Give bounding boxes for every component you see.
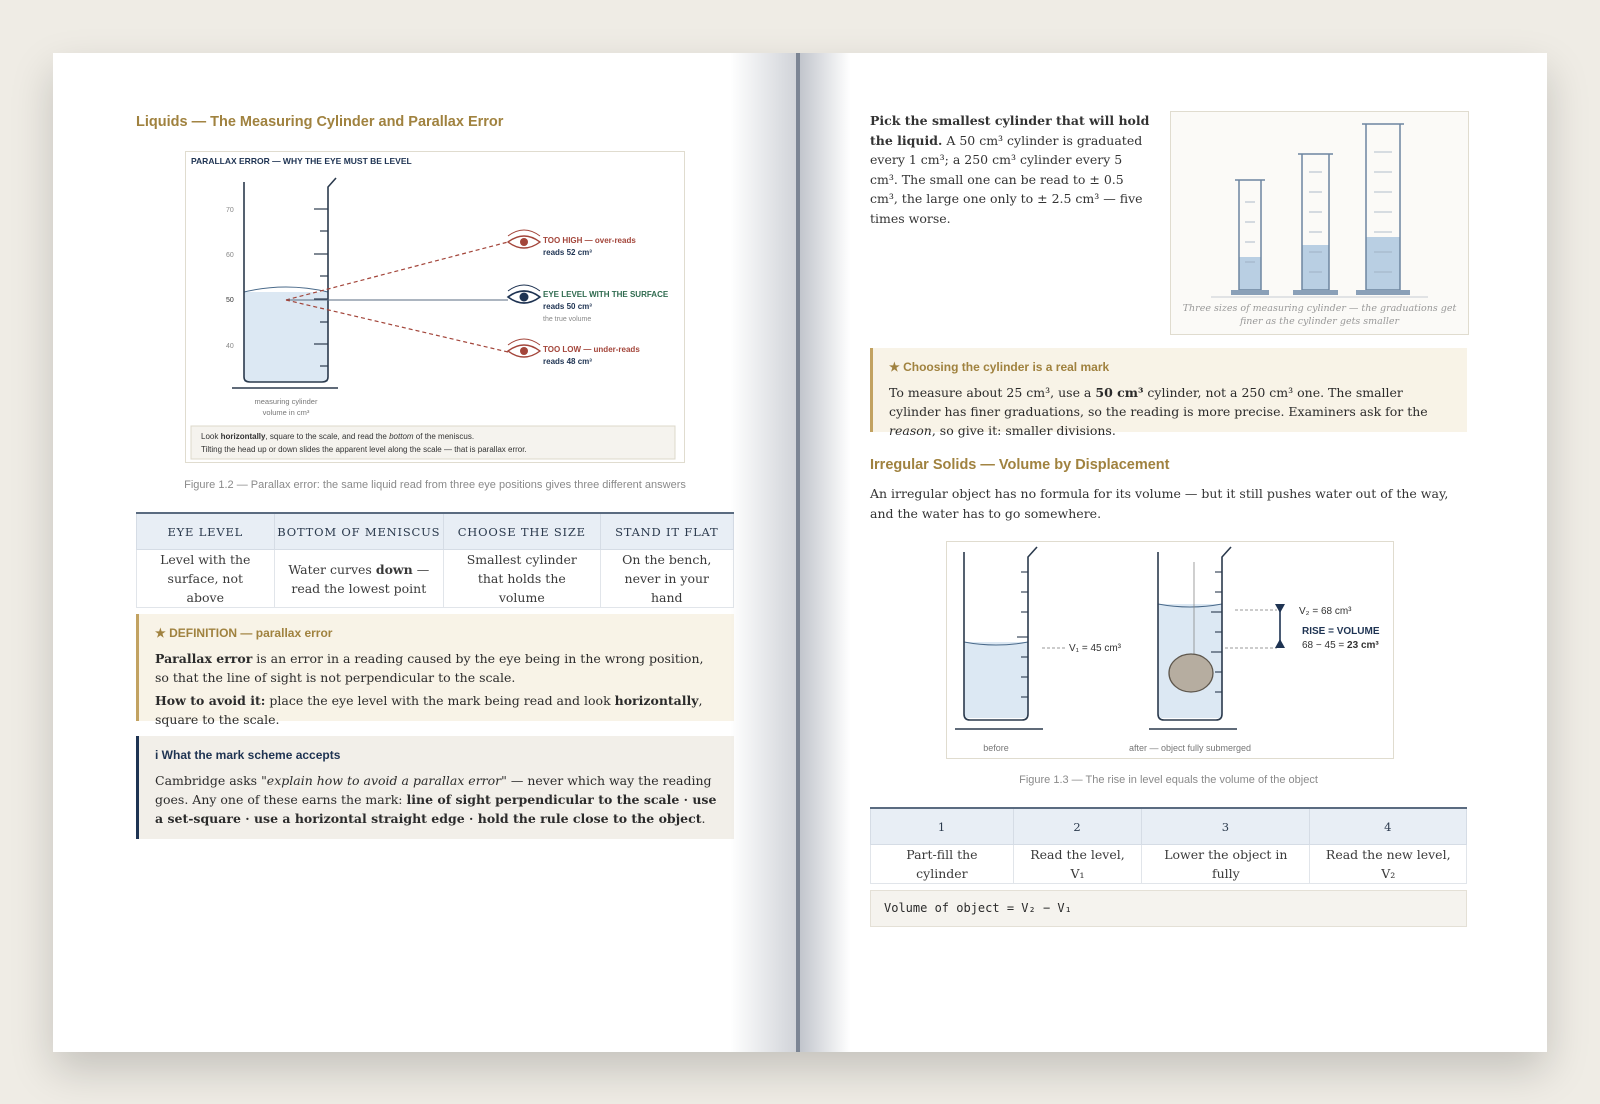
cylinder-sizes-illustration [1171,112,1468,334]
eye-level-reading: reads 50 cm³ [543,302,592,311]
mark-scheme-title: i What the mark scheme accepts [155,748,341,762]
cylinder-label-1: measuring cylinder [254,397,318,406]
volume-formula: Volume of object = V₂ − V₁ [870,890,1467,927]
table-cell: Read the level, V₁ [1013,845,1141,884]
table-header: 2 [1013,808,1141,845]
after-label: after — object fully submerged [1128,743,1252,753]
table-header: EYE LEVEL [137,513,275,550]
cylinder-sizes-figure [1170,111,1469,335]
table-header: 1 [871,808,1014,845]
right-page [800,53,1547,1052]
table-cell: Lower the object in fully [1142,845,1310,884]
cylinder-sizes-caption: Three sizes of measuring cylinder — the graduations get finer as the cylinder gets smaller [1182,303,1457,327]
medium-cylinder [1293,154,1338,295]
parallax-tips-table [136,512,734,608]
definition-text-2: How to avoid it: place the eye level with the mark being read and look horizontally, square to the scale. [155,693,703,727]
choosing-text: To measure about 25 cm³, use a 50 cm³ cylinder, not a 250 cm³ one. The smaller cylinder has finer graduations, so the reading is more precise. Examiners ask for the reason, so give it: smaller divisions. [889,385,1428,438]
open-book [53,53,1547,1052]
figure-note-box [191,426,675,459]
eye-high-icon [508,230,540,248]
parallax-diagram [186,152,684,462]
figure-title: PARALLAX ERROR — WHY THE EYE MUST BE LEVEL [191,156,412,166]
table-cell: Read the new level, V₂ [1310,845,1467,884]
table-header: CHOOSE THE SIZE [444,513,601,550]
table-cell: Water curves down — read the lowest point [274,550,443,608]
left-page [53,53,800,1052]
figure-1-3-caption: Figure 1.3 — The rise in level equals the volume of the object [1019,774,1318,786]
rise-calc: 68 − 45 = 23 cm³ [1302,640,1379,651]
irregular-object [1169,654,1213,692]
v1-label: V₁ = 45 cm³ [1069,643,1122,654]
rise-label: RISE = VOLUME [1302,626,1380,637]
displacement-paragraph: An irregular object has no formula for its volume — but it still pushes water out of the way, and the water has to go somewhere. [870,486,1449,521]
scale-label-60: 60 [226,252,234,259]
definition-text-1: Parallax error is an error in a reading caused by the eye being in the wrong position, so that the line of sight is not perpendicular to the scale. [155,651,704,685]
intro-paragraph: Pick the smallest cylinder that will hold the liquid. A 50 cm³ cylinder is graduated every 1 cm³; a 250 cm³ cylinder every 5 cm³. The small one can be read to ± 0.5 cm³, the large one only to ± 2.5 cm³ — five times worse. [870,113,1150,226]
definition-callout [136,614,734,727]
liquid [244,292,328,382]
eye-level-icon [508,285,540,303]
figure-note-line-2: Tilting the head up or down slides the apparent level along the scale — that is parallax error. [201,445,527,454]
table-cell: Smallest cylinder that holds the volume [444,550,601,608]
table-cell: Level with the surface, not above [137,550,275,608]
parallax-figure [185,151,685,463]
scale-label-70: 70 [226,207,234,214]
sight-line-high [286,242,508,300]
scale-label-40: 40 [226,343,234,350]
scale-label-50: 50 [226,297,234,304]
eye-low-reading: reads 48 cm³ [543,357,592,366]
displacement-diagram [947,542,1393,758]
definition-title: ★ DEFINITION — parallax error [155,626,333,640]
eye-high-reading: reads 52 cm³ [543,248,592,257]
choosing-title: ★ Choosing the cylinder is a real mark [889,360,1110,374]
table-header: BOTTOM OF MENISCUS [274,513,443,550]
table-cell: On the bench, never in your hand [600,550,733,608]
section-heading-irregular-solids: Irregular Solids — Volume by Displacement [870,457,1170,473]
figure-1-2-caption: Figure 1.2 — Parallax error: the same liquid read from three eye positions gives three different answers [184,479,686,491]
eye-high-label: TOO HIGH — over-reads [543,236,636,245]
table-header: 3 [1142,808,1310,845]
before-label: before [983,743,1009,753]
cylinder-before [955,547,1043,729]
mark-scheme-text: Cambridge asks "explain how to avoid a parallax error" — never which way the reading goes. Any one of these earns the mark: line of sight perpendicular to the scale · use a set-square · use a horizontal straight edge · hold the rule close to the object. [155,773,717,826]
v2-label: V₂ = 68 cm³ [1299,606,1352,617]
eye-level-note: the true volume [543,316,592,323]
eye-low-label: TOO LOW — under-reads [543,345,640,354]
figure-note-line-1: Look horizontally, square to the scale, and read the bottom of the meniscus. [201,432,475,441]
displacement-figure [946,541,1394,759]
section-heading-liquids: Liquids — The Measuring Cylinder and Parallax Error [136,114,504,130]
large-cylinder [1356,124,1410,295]
small-cylinder [1231,180,1269,295]
table-header: STAND IT FLAT [600,513,733,550]
table-cell: Part-fill the cylinder [871,845,1014,884]
choosing-cylinder-callout [870,348,1467,438]
rise-arrow-icon [1275,604,1285,648]
eye-low-icon [508,339,540,357]
eye-level-label: EYE LEVEL WITH THE SURFACE [543,290,669,299]
displacement-steps-table [870,807,1467,884]
cylinder-label-2: volume in cm³ [262,408,310,417]
cylinder-after [1149,547,1237,729]
meniscus [244,287,328,292]
mark-scheme-callout [136,736,734,839]
table-header: 4 [1310,808,1467,845]
